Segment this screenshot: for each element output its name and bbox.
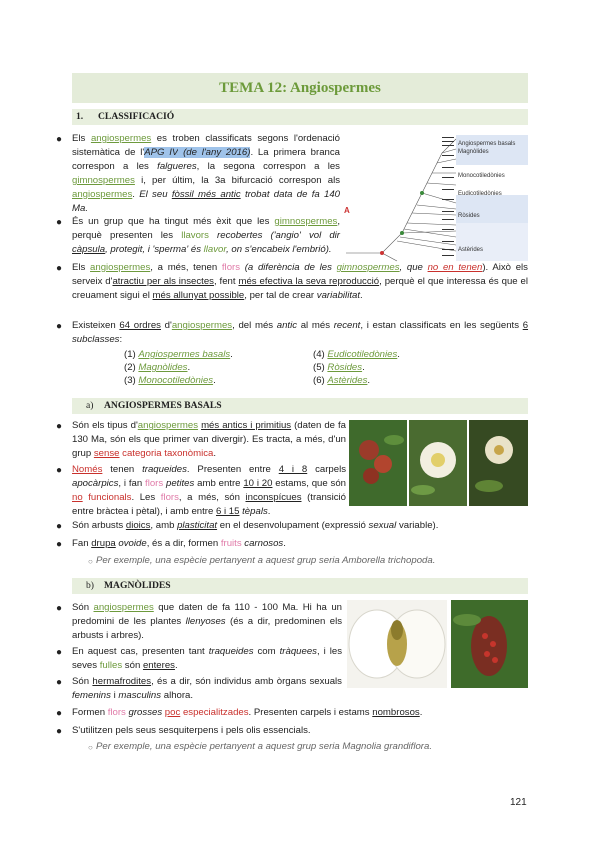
classif-paragraph-4: Existeixen 64 ordres d'angiospermes, del més antic al més recent, i estan classificats en les següents 6 subclasses: [72, 320, 529, 345]
page-title-bar [72, 73, 528, 103]
bullet-icon: ● [56, 726, 63, 737]
basals-paragraph-3: Són arbusts dioics, amb plasticitat en el desenvolupament (expressió sexual variable). [72, 520, 439, 531]
bullet-icon: ● [56, 603, 63, 614]
page-number: 121 [510, 797, 527, 808]
bullet-icon: ● [56, 263, 63, 274]
subclass-item: (6) Astèrides. [313, 375, 371, 386]
subclass-item: (1) Angiospermes basals. [124, 349, 233, 360]
classif-paragraph-2: És un grup que ha tingut més èxit que les gimnospermes, perquè presenten les llavors recobertes ('angio' vol dir càpsula, protegit, i 'sperma' és llavor, on s'encabeix l'embrió). [72, 216, 340, 255]
bullet-icon: ● [56, 217, 63, 228]
section-heading-magnolides: b) MAGNÒLIDES [72, 578, 528, 594]
section-heading-classificacio: 1. CLASSIFICACIÓ [72, 109, 528, 125]
bullet-icon: ● [56, 647, 63, 658]
subclass-item: (2) Magnòlides. [124, 362, 191, 373]
bullet-icon: ● [56, 465, 63, 476]
page-title: TEMA 12: Angiospermes [219, 80, 381, 96]
basals-paragraph-2: Només tenen traqueides. Presenten entre 4 i 8 carpels apocàrpics, i fan flors petites amb entre 10 i 20 estams, que són no funcionals. Les flors, a més, són inconspícues (transició entre bràctea i pètal), i amb entre 6 i 15 tèpals. [72, 464, 347, 517]
tree-label-monocots: Monocotiledònies [458, 173, 505, 179]
svg-text:A: A [344, 206, 350, 215]
amborella-photo-svg [349, 420, 528, 506]
magnolia-photo-svg [347, 600, 528, 688]
magnolides-paragraph-3: Són hermafrodites, és a dir, són individus amb òrgans sexuals femenins i masculins alhora. [72, 676, 342, 701]
magnolides-paragraph-2: En aquest cas, presenten tant traqueides com tràquees, i les seves fulles són enteres. [72, 646, 342, 671]
bullet-icon: ● [56, 134, 63, 145]
amborella-photos [349, 420, 528, 506]
bullet-icon: ● [56, 521, 63, 532]
bullet-icon: ● [56, 539, 63, 550]
basals-paragraph-1: Són els tipus d'angiospermes més antics i primitius (daten de fa 130 Ma, són els que primer van divergir). Es tracta, a més, d'un grup sense categoria taxonòmica. [72, 420, 346, 459]
classif-paragraph-1: Els angiospermes es troben classificats segons l'ordenació sistemàtica de l'APG IV (de l'any 2016). La primera branca correspon a les falgueres, la segona correspon a les gimnospermes i, per últim, la 3a bifurcació correspon als angiospermes. El seu fòssil més antic trobat data de fa 140 Ma. [72, 133, 340, 214]
magnolides-paragraph-5: S'utilitzen pels seus sesquiterpens i pels olis essencials. [72, 725, 311, 736]
sub-bullet-icon: ○ [88, 743, 93, 752]
phylogeny-tree-image [342, 133, 528, 263]
bullet-icon: ● [56, 421, 63, 432]
bullet-icon: ● [56, 677, 63, 688]
magnolides-paragraph-4: Formen flors grosses poc especialitzades. Presenten carpels i estams nombrosos. [72, 707, 423, 718]
basals-paragraph-4: Fan drupa ovoide, és a dir, formen fruits carnosos. [72, 538, 286, 549]
section-heading-basals: a) ANGIOSPERMES BASALS [72, 398, 528, 414]
bullet-icon: ● [56, 708, 63, 719]
bullet-icon: ● [56, 321, 63, 332]
sub-bullet-icon: ○ [88, 557, 93, 566]
subclass-item: (3) Monocotiledònies. [124, 375, 216, 386]
magnolides-paragraph-1: Són angiospermes que daten de fa 110 - 100 Ma. Hi ha un predomini de les plantes llenyoses (és a dir, predominen els arbusts i arbres). [72, 602, 342, 641]
tree-label-asterids: Astèrides [458, 247, 484, 253]
tree-label-magnolides: Magnòlides [458, 149, 489, 155]
basals-example: Per exemple, una espècie pertanyent a aquest grup seria Amborella trichopoda. [96, 555, 436, 566]
tree-label-eudicots: Eudicotiledònies [458, 191, 502, 197]
magnolides-example: Per exemple, una espècie pertanyent a aquest grup seria Magnolia grandiflora. [96, 741, 432, 752]
classif-paragraph-3: Els angiospermes, a més, tenen flors (a diferència de les gimnospermes, que no en tenen). Això els serveix d'atractiu per als insectes, fent més efectiva la seva reproducció, perquè el que interessa és que el creuament sigui el més allunyat possible, per tal de crear variabilitat. [72, 262, 528, 301]
tree-label-rosids: Ròsides [458, 213, 480, 219]
tree-label-basals: Angiospermes basals [458, 141, 516, 147]
magnolia-photos [347, 600, 528, 688]
subclass-item: (5) Ròsides. [313, 362, 365, 373]
phylogeny-tree-svg [342, 133, 528, 263]
subclass-item: (4) Eudicotiledònies. [313, 349, 400, 360]
